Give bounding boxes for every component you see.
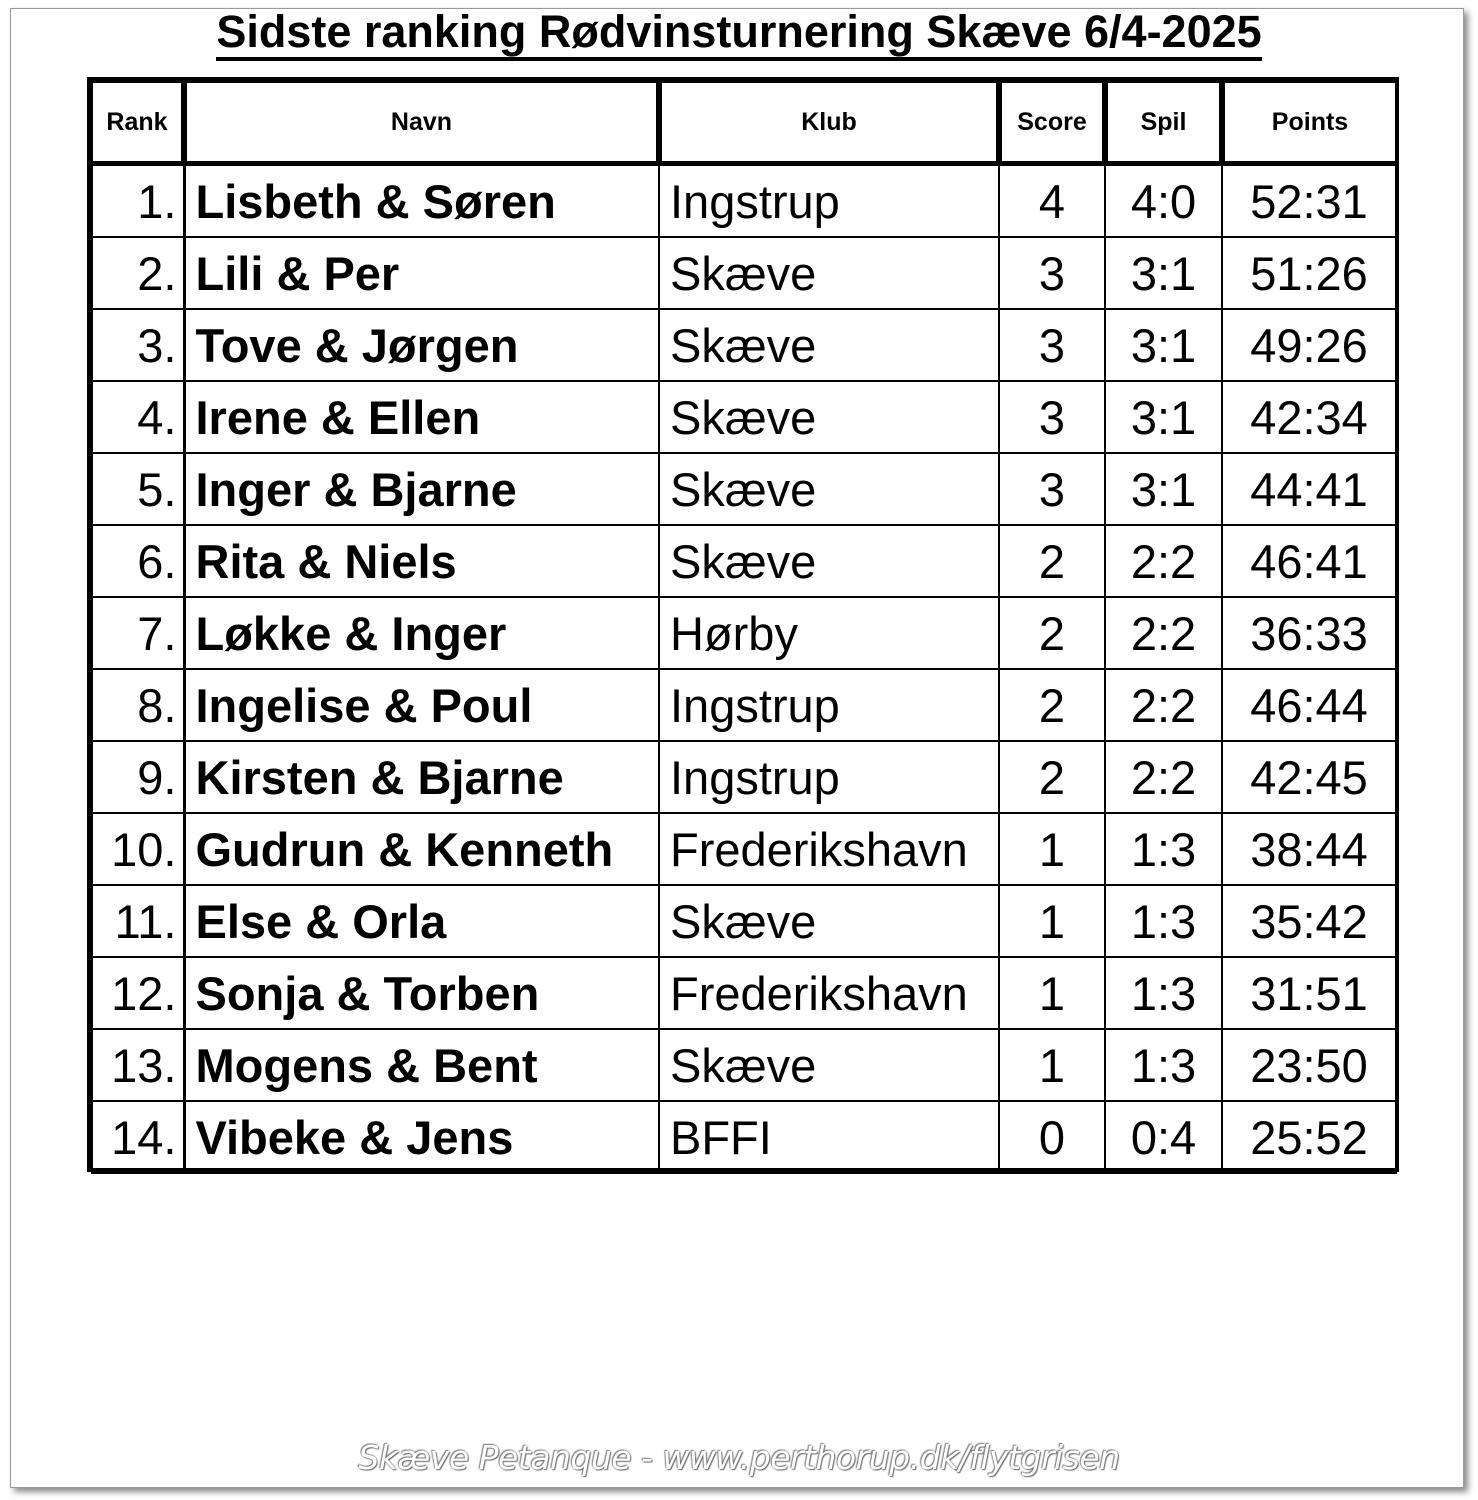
- page-title-text: Sidste ranking Rødvinsturnering Skæve 6/4-2025: [216, 6, 1261, 61]
- table-row: [92, 957, 1396, 1029]
- cell-club: Ingstrup: [659, 164, 999, 238]
- cell-rank: 4.: [92, 381, 184, 453]
- footer-watermark: Skæve Petanque - www.perthorup.dk/flytgrisen: [358, 1438, 1120, 1477]
- table-header-row: [92, 82, 1396, 164]
- cell-points: 49:26: [1222, 309, 1396, 381]
- cell-points: 31:51: [1222, 957, 1396, 1029]
- cell-rank: 10.: [92, 813, 184, 885]
- cell-club: Skæve: [659, 885, 999, 957]
- cell-club: Skæve: [659, 237, 999, 309]
- cell-score: 0: [999, 1101, 1105, 1173]
- cell-score: 3: [999, 381, 1105, 453]
- cell-points: 38:44: [1222, 813, 1396, 885]
- table-row: [92, 1101, 1396, 1173]
- header-games: Spil: [1105, 82, 1222, 164]
- cell-score: 2: [999, 597, 1105, 669]
- cell-games: 1:3: [1105, 957, 1222, 1029]
- cell-points: 25:52: [1222, 1101, 1396, 1173]
- cell-club: Skæve: [659, 381, 999, 453]
- cell-rank: 7.: [92, 597, 184, 669]
- cell-rank: 12.: [92, 957, 184, 1029]
- cell-games: 2:2: [1105, 669, 1222, 741]
- table-row: [92, 597, 1396, 669]
- cell-name: Rita & Niels: [184, 525, 659, 597]
- cell-rank: 11.: [92, 885, 184, 957]
- cell-games: 3:1: [1105, 453, 1222, 525]
- table-row: [92, 741, 1396, 813]
- cell-rank: 13.: [92, 1029, 184, 1101]
- cell-rank: 5.: [92, 453, 184, 525]
- cell-rank: 3.: [92, 309, 184, 381]
- cell-name: Inger & Bjarne: [184, 453, 659, 525]
- cell-score: 2: [999, 669, 1105, 741]
- cell-name: Gudrun & Kenneth: [184, 813, 659, 885]
- cell-club: Skæve: [659, 1029, 999, 1101]
- table-row: [92, 885, 1396, 957]
- table-row: [92, 381, 1396, 453]
- cell-name: Tove & Jørgen: [184, 309, 659, 381]
- cell-games: 4:0: [1105, 164, 1222, 238]
- cell-club: Ingstrup: [659, 669, 999, 741]
- cell-score: 1: [999, 813, 1105, 885]
- cell-score: 3: [999, 453, 1105, 525]
- cell-rank: 14.: [92, 1101, 184, 1173]
- cell-games: 1:3: [1105, 885, 1222, 957]
- cell-games: 3:1: [1105, 237, 1222, 309]
- cell-score: 1: [999, 957, 1105, 1029]
- ranking-table-container: [87, 77, 1399, 1172]
- table-row: [92, 813, 1396, 885]
- cell-club: Skæve: [659, 453, 999, 525]
- cell-games: 1:3: [1105, 813, 1222, 885]
- table-row: [92, 453, 1396, 525]
- cell-score: 2: [999, 741, 1105, 813]
- cell-rank: 1.: [92, 164, 184, 238]
- table-row: [92, 237, 1396, 309]
- cell-name: Irene & Ellen: [184, 381, 659, 453]
- cell-name: Vibeke & Jens: [184, 1101, 659, 1173]
- header-score: Score: [999, 82, 1105, 164]
- cell-games: 3:1: [1105, 309, 1222, 381]
- cell-club: Frederikshavn: [659, 957, 999, 1029]
- cell-rank: 6.: [92, 525, 184, 597]
- cell-name: Ingelise & Poul: [184, 669, 659, 741]
- cell-score: 1: [999, 1029, 1105, 1101]
- cell-games: 3:1: [1105, 381, 1222, 453]
- cell-points: 44:41: [1222, 453, 1396, 525]
- table-row: [92, 1029, 1396, 1101]
- cell-name: Løkke & Inger: [184, 597, 659, 669]
- cell-name: Lisbeth & Søren: [184, 164, 659, 238]
- header-rank: Rank: [92, 82, 184, 164]
- cell-rank: 8.: [92, 669, 184, 741]
- cell-score: 2: [999, 525, 1105, 597]
- cell-name: Mogens & Bent: [184, 1029, 659, 1101]
- cell-score: 3: [999, 237, 1105, 309]
- table-row: [92, 164, 1396, 238]
- cell-club: Ingstrup: [659, 741, 999, 813]
- cell-points: 46:44: [1222, 669, 1396, 741]
- cell-games: 1:3: [1105, 1029, 1222, 1101]
- cell-points: 35:42: [1222, 885, 1396, 957]
- cell-points: 23:50: [1222, 1029, 1396, 1101]
- header-name: Navn: [184, 82, 659, 164]
- cell-score: 1: [999, 885, 1105, 957]
- cell-club: Skæve: [659, 525, 999, 597]
- cell-games: 2:2: [1105, 525, 1222, 597]
- cell-games: 2:2: [1105, 597, 1222, 669]
- cell-club: BFFI: [659, 1101, 999, 1173]
- page-title: [0, 6, 1478, 58]
- cell-name: Sonja & Torben: [184, 957, 659, 1029]
- cell-rank: 9.: [92, 741, 184, 813]
- cell-club: Hørby: [659, 597, 999, 669]
- cell-name: Else & Orla: [184, 885, 659, 957]
- table-row: [92, 669, 1396, 741]
- cell-club: Skæve: [659, 309, 999, 381]
- cell-games: 2:2: [1105, 741, 1222, 813]
- header-points: Points: [1222, 82, 1396, 164]
- cell-name: Lili & Per: [184, 237, 659, 309]
- cell-games: 0:4: [1105, 1101, 1222, 1173]
- ranking-table: [91, 81, 1397, 1174]
- cell-points: 46:41: [1222, 525, 1396, 597]
- table-row: [92, 525, 1396, 597]
- cell-score: 3: [999, 309, 1105, 381]
- header-club: Klub: [659, 82, 999, 164]
- cell-points: 42:45: [1222, 741, 1396, 813]
- cell-points: 42:34: [1222, 381, 1396, 453]
- cell-points: 51:26: [1222, 237, 1396, 309]
- cell-points: 36:33: [1222, 597, 1396, 669]
- cell-name: Kirsten & Bjarne: [184, 741, 659, 813]
- cell-club: Frederikshavn: [659, 813, 999, 885]
- cell-points: 52:31: [1222, 164, 1396, 238]
- cell-score: 4: [999, 164, 1105, 238]
- table-row: [92, 309, 1396, 381]
- cell-rank: 2.: [92, 237, 184, 309]
